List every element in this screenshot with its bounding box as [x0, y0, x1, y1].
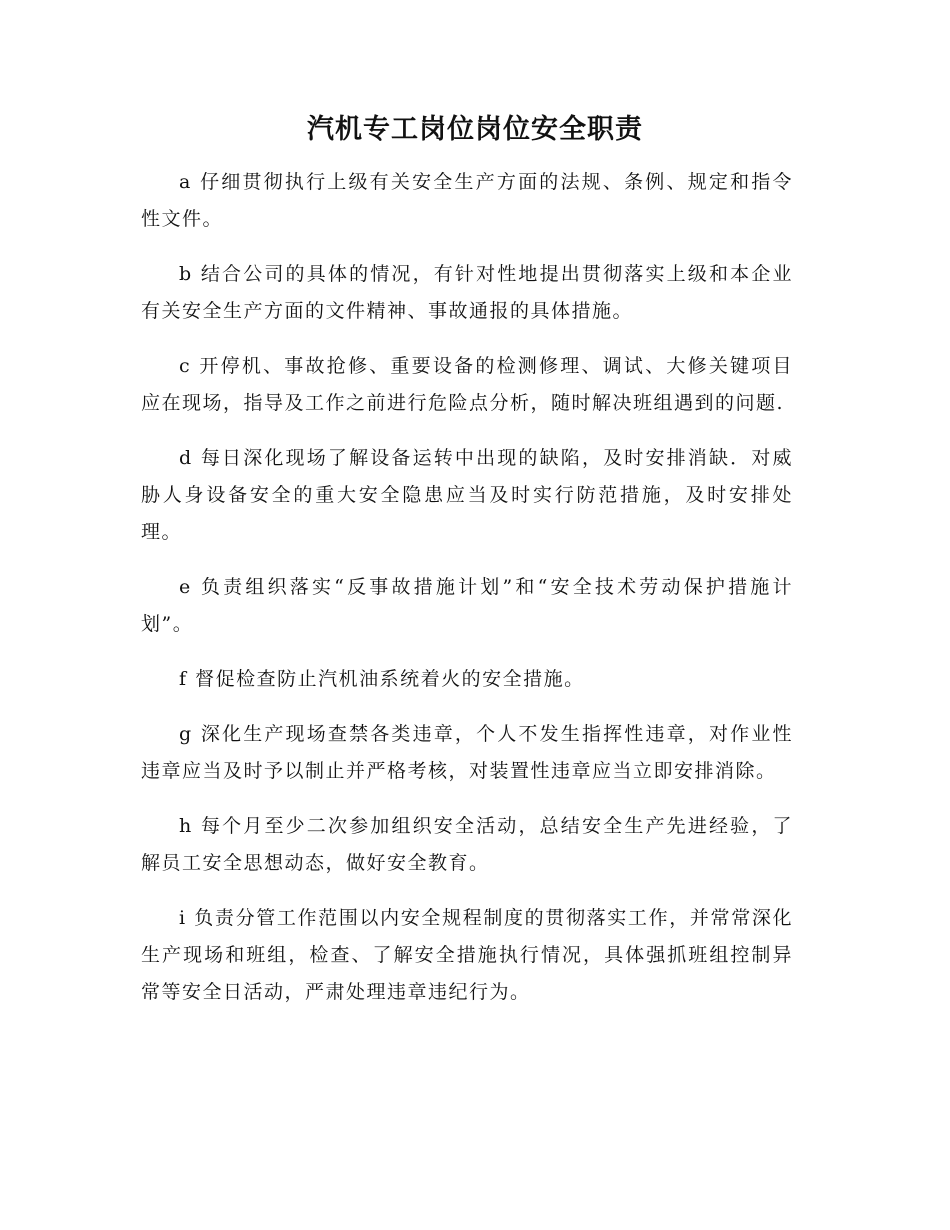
duty-item-b: b 结合公司的具体的情况，有针对性地提出贯彻落实上级和本企业有关安全生产方面的文件精神、事故通报的具体措施。 — [141, 263, 793, 322]
duty-item-e: e 负责组织落实“反事故措施计划”和“安全技术劳动保护措施计划”。 — [141, 576, 793, 635]
duty-item-g: g 深化生产现场查禁各类违章，个人不发生指挥性违章，对作业性违章应当及时予以制止并严格考核，对装置性违章应当立即安排消除。 — [141, 723, 793, 782]
duty-item-h: h 每个月至少二次参加组织安全活动，总结安全生产先进经验，了解员工安全思想动态，做好安全教育。 — [141, 815, 793, 874]
duty-item-i: i 负责分管工作范围以内安全规程制度的贯彻落实工作，并常常深化生产现场和班组，检查、了解安全措施执行情况，具体强抓班组控制异常等安全日活动，严肃处理违章违纪行为。 — [141, 907, 793, 1003]
document-title: 汽机专工岗位岗位安全职责 — [307, 114, 643, 145]
duty-item-c: c 开停机、事故抢修、重要设备的检测修理、调试、大修关键项目应在现场，指导及工作之前进行危险点分析，随时解决班组遇到的问题. — [141, 355, 793, 414]
duty-item-f: f 督促检查防止汽机油系统着火的安全措施。 — [179, 668, 585, 690]
duty-item-a: a 仔细贯彻执行上级有关安全生产方面的法规、条例、规定和指令性文件。 — [141, 171, 793, 230]
duty-item-d: d 每日深化现场了解设备运转中出现的缺陷，及时安排消缺．对威胁人身设备安全的重大安全隐患应当及时实行防范措施，及时安排处理。 — [141, 447, 793, 543]
document-body — [141, 164, 793, 1029]
